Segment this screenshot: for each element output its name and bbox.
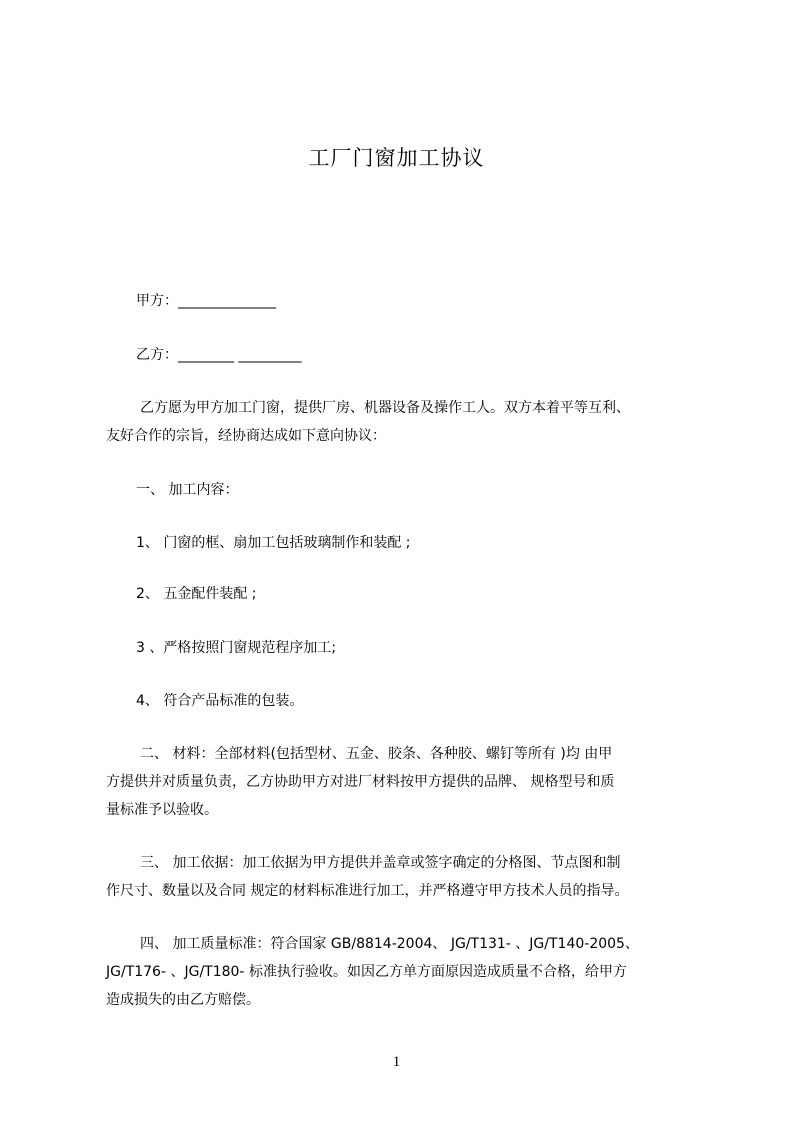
party-a-line: 甲方：______________ — [136, 293, 276, 309]
section3-line-1: 三、 加工依据：加工依据为甲方提供并盖章或签字确定的分格图、节点图和制 — [140, 855, 621, 871]
section4-line-1: 四、 加工质量标准：符合国家 GB/8814-2004、 JG/T131- 、JG/T140-2005、 — [140, 936, 639, 952]
page-number: 1 — [392, 1054, 401, 1070]
intro-line-1: 乙方愿为甲方加工门窗，提供厂房、机器设备及操作工人。双方本着平等互利、 — [140, 400, 630, 416]
section2-line-3: 量标准予以验收。 — [106, 802, 218, 818]
section1-item-2: 2、 五金配件装配 ; — [136, 586, 257, 602]
section2-line-2: 方提供并对质量负责，乙方协助甲方对进厂材料按甲方提供的品牌、 规格型号和质 — [106, 774, 615, 790]
section1-item-1: 1、 门窗的框、扇加工包括玻璃制作和装配 ; — [136, 535, 411, 551]
section1-item-3: 3 、严格按照门窗规范程序加工; — [136, 640, 337, 656]
section4-line-3: 造成损失的由乙方赔偿。 — [106, 992, 260, 1008]
section1-item-4: 4、 符合产品标准的包装。 — [136, 693, 304, 709]
document-title: 工厂门窗加工协议 — [308, 146, 485, 170]
intro-line-2: 友好合作的宗旨，经协商达成如下意向协议： — [106, 428, 386, 444]
section4-line-2: JG/T176- 、JG/T180- 标准执行验收。如因乙方单方面原因造成质量不合格，给甲方 — [106, 964, 627, 980]
party-b-line: 乙方：________ _________ — [136, 347, 302, 363]
section3-line-2: 作尺寸、数量以及合同 规定的材料标准进行加工，并严格遵守甲方技术人员的指导。 — [106, 883, 629, 899]
section1-heading: 一、 加工内容： — [136, 482, 239, 498]
section2-line-1: 二、 材料：全部材料(包括型材、五金、胶条、各种胶、螺钉等所有 )均 由甲 — [140, 746, 613, 762]
